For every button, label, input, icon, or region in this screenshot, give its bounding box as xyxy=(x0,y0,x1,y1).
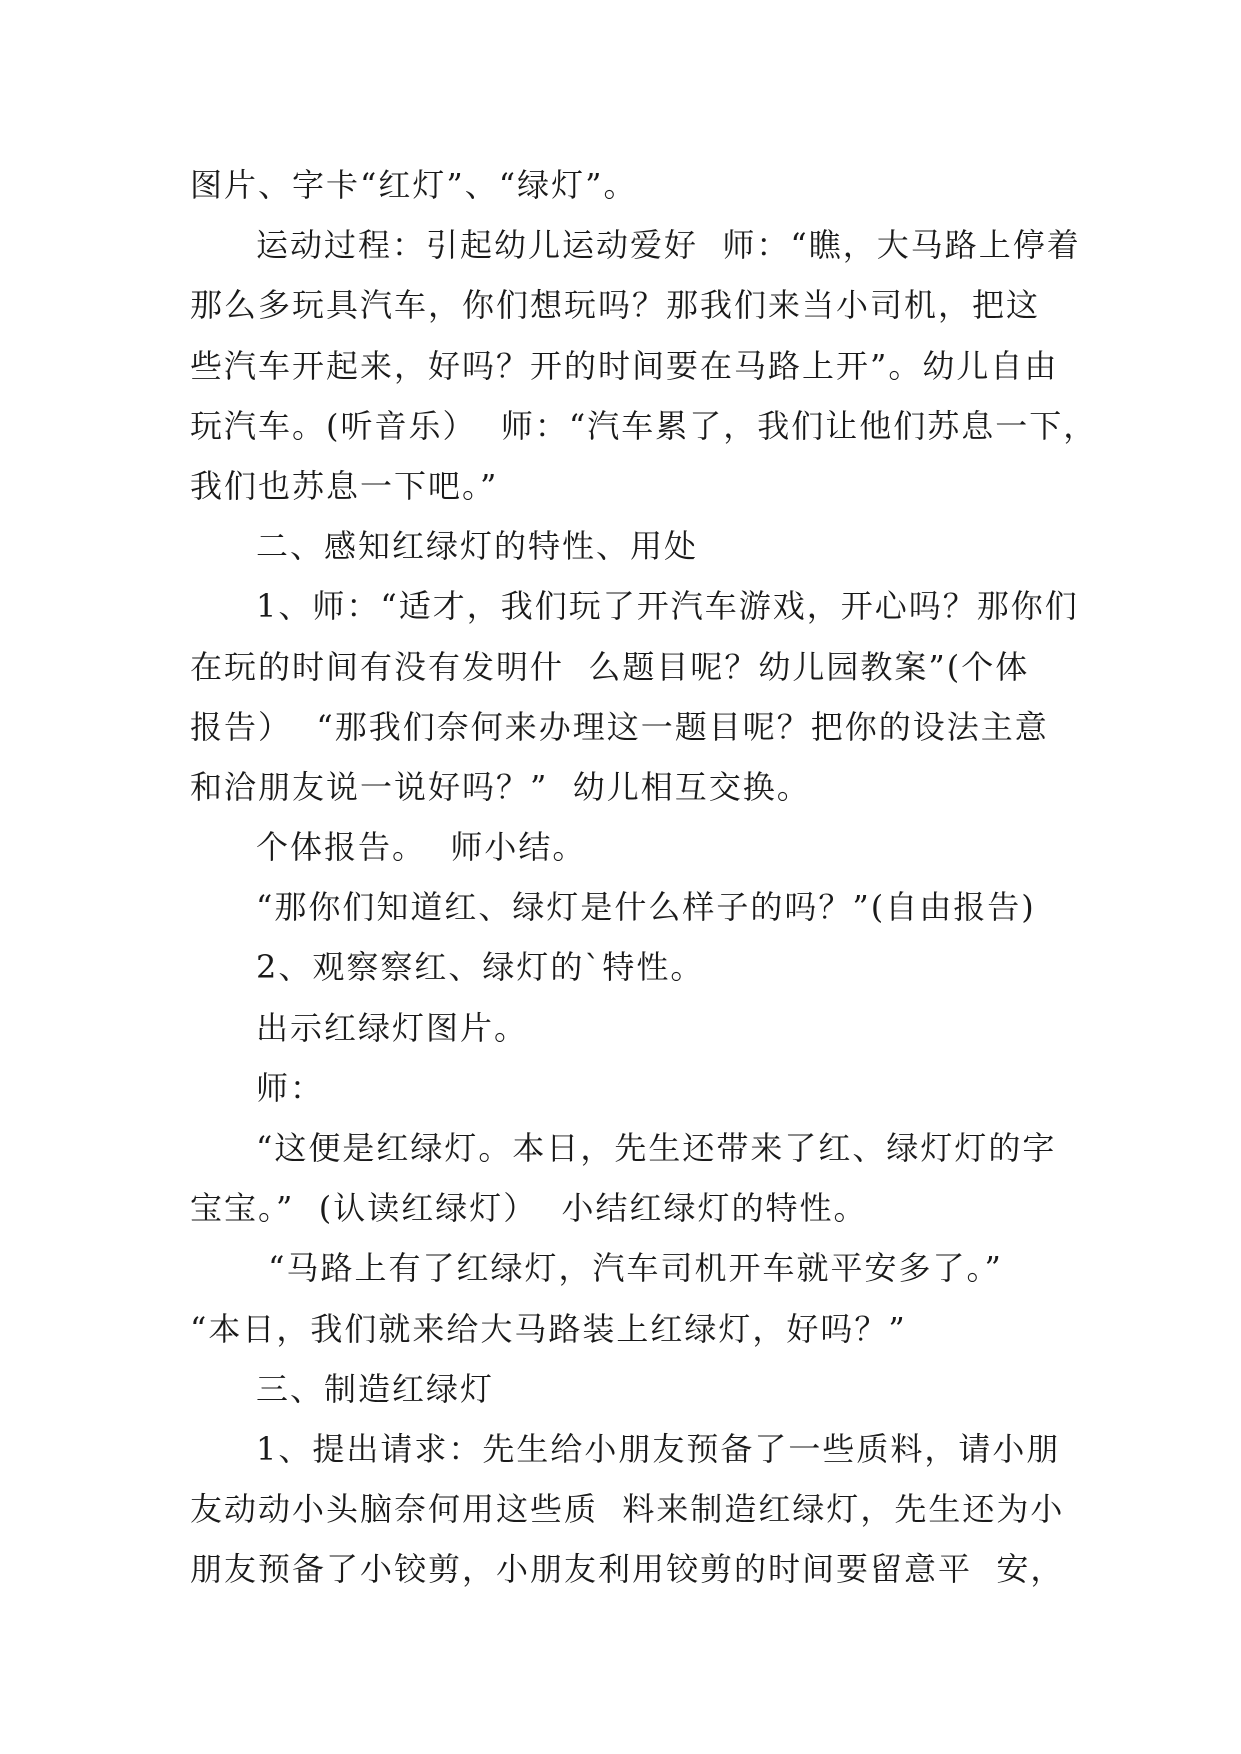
text-line: “这便是红绿灯。本日，先生还带来了红、绿灯灯的字 xyxy=(256,1129,1057,1167)
text-line: 和洽朋友说一说好吗？” 幼儿相互交换。 xyxy=(190,767,811,806)
text-line: 出示红绿灯图片。 xyxy=(256,1008,529,1047)
section-heading: 二、感知红绿灯的特性、用处 xyxy=(256,527,699,566)
text-line: 宝宝。” (认读红绿灯） 小结红绿灯的特性。 xyxy=(190,1189,868,1228)
text-line: 友动动小头脑奈何用这些质 料来制造红绿灯，先生还为小 xyxy=(190,1490,1065,1529)
text-line: 在玩的时间有没有发明什 么题目呢？幼儿园教案”(个体 xyxy=(190,647,1030,686)
text-line: 玩汽车。(听音乐） 师：“汽车累了，我们让他们苏息一下， xyxy=(190,406,1098,445)
section-heading: 三、制造红绿灯 xyxy=(256,1369,495,1408)
text-line: 运动过程：引起幼儿运动爱好 师：“瞧，大马路上停着 xyxy=(256,226,1081,265)
text-line: 师： xyxy=(256,1068,325,1107)
text-line: 个体报告。 师小结。 xyxy=(256,828,587,867)
text-line: 我们也苏息一下吧。” xyxy=(190,466,499,505)
document-body xyxy=(190,155,1098,1600)
text-line: 些汽车开起来，好吗？开的时间要在马路上开”。幼儿自由 xyxy=(190,346,1059,385)
text-line: 那么多玩具汽车，你们想玩吗？那我们来当小司机，把这 xyxy=(190,286,1041,325)
text-line: 报告） “那我们奈何来办理这一题目呢？把你的设法主意 xyxy=(190,707,1049,746)
text-line: 2、观察察红、绿灯的`特性。 xyxy=(256,948,705,987)
text-line: 朋友预备了小铰剪，小朋友利用铰剪的时间要留意平 安， xyxy=(190,1550,1065,1589)
text-line: 1、提出请求：先生给小朋友预备了一些质料，请小朋 xyxy=(256,1429,1061,1468)
text-line: 图片、字卡“红灯”、“绿灯”。 xyxy=(190,166,638,204)
text-line: “本日，我们就来给大马路装上红绿灯，好吗？” xyxy=(190,1309,907,1348)
text-line: “马路上有了红绿灯，汽车司机开车就平安多了。” xyxy=(256,1249,1003,1288)
text-line: “那你们知道红、绿灯是什么样子的吗？”(自由报告) xyxy=(256,888,1036,927)
text-line: 1、师：“适才，我们玩了开汽车游戏，开心吗？那你们 xyxy=(256,587,1079,626)
